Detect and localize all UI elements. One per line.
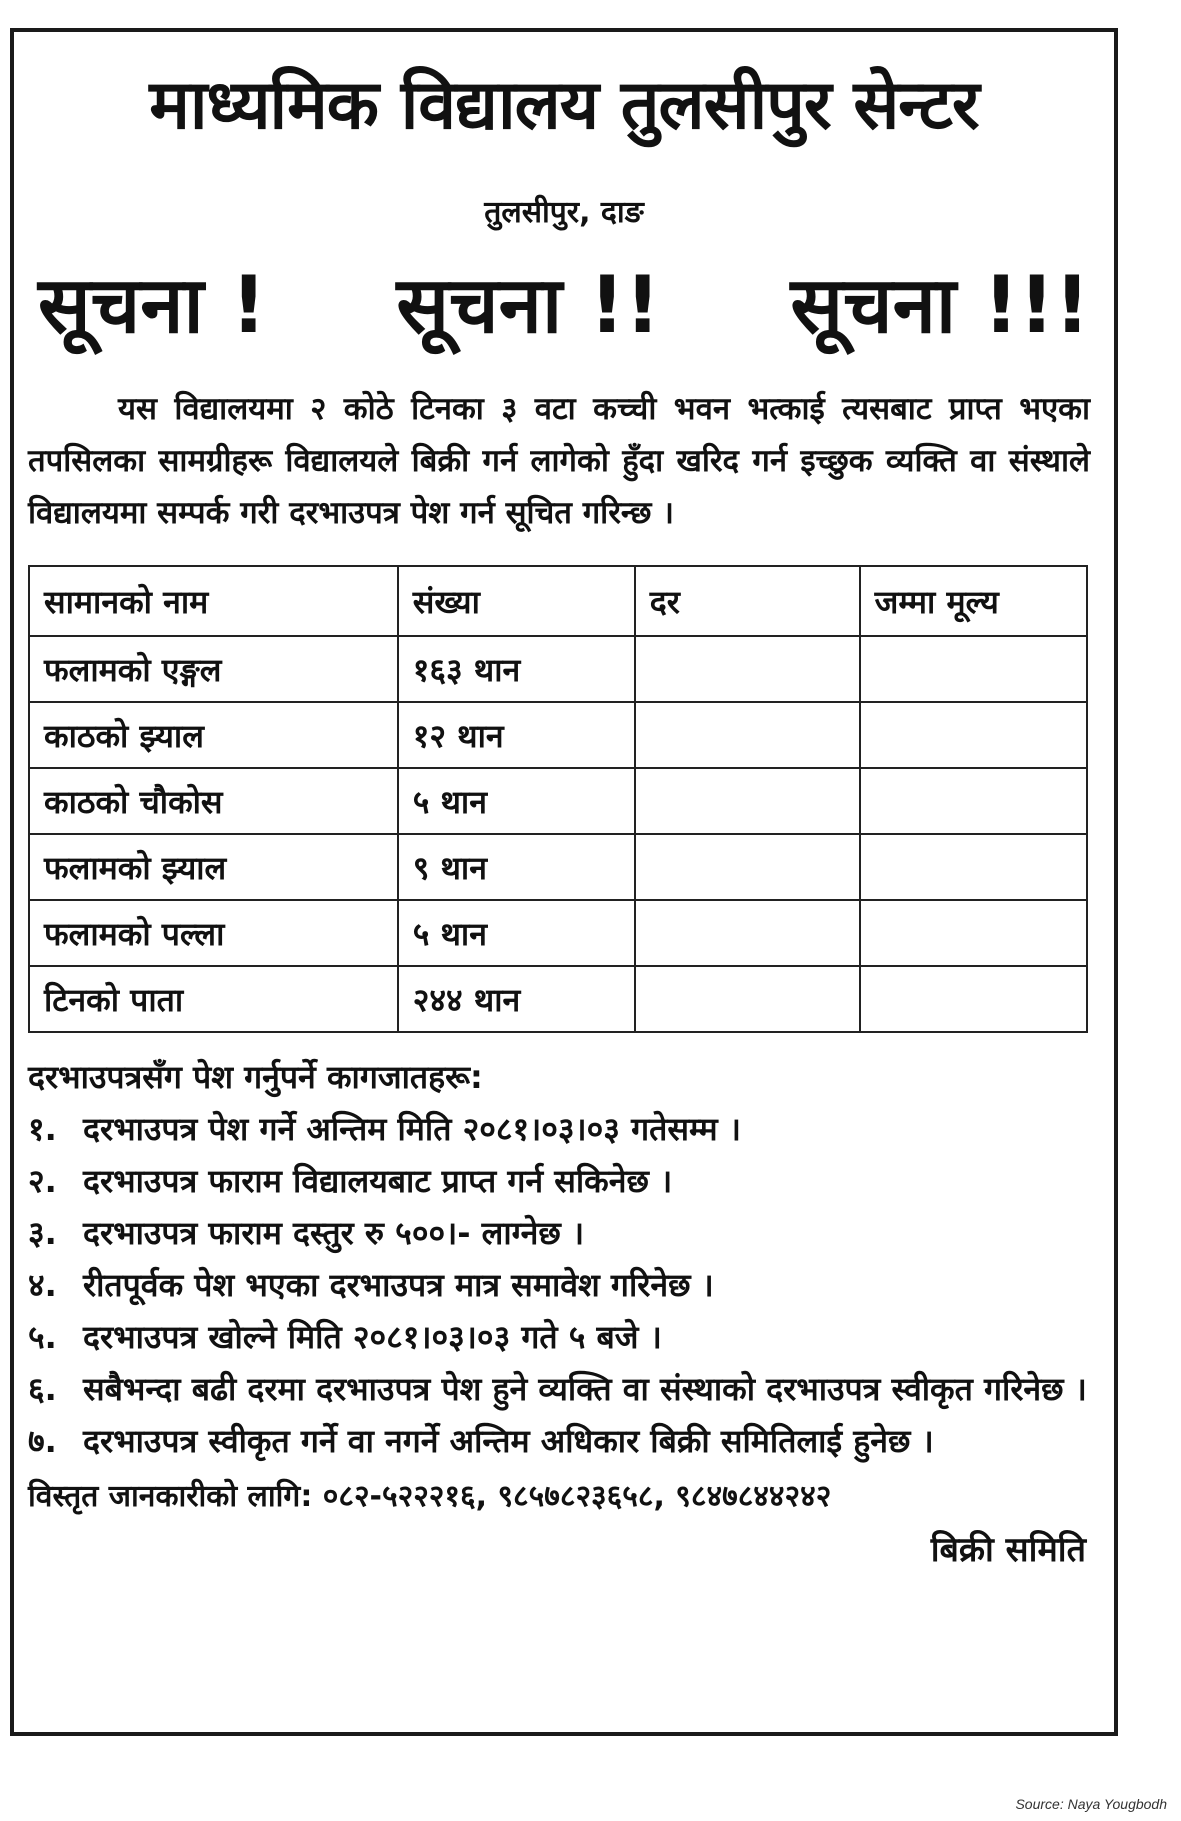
list-item [28,1363,1100,1415]
list-item-number: ४. [28,1266,57,1304]
contact-info: विस्तृत जानकारीको लागि: ०८२-५२२२१६, ९८५७८२३६५८, ९८४७८४४२४२ [28,1479,832,1514]
item-name: फलामको पल्ला [29,900,398,966]
list-item-number: ३. [28,1214,57,1252]
list-item-number: ६. [28,1370,57,1408]
item-quantity: १६३ थान [398,636,635,702]
item-quantity: २४४ थान [398,966,635,1032]
list-item-text: दरभाउपत्र फाराम विद्यालयबाट प्राप्त गर्न सकिनेछ । [83,1162,673,1200]
table-header-row [29,566,1087,636]
list-item-text: रीतपूर्वक पेश भएका दरभाउपत्र मात्र समावेश गरिनेछ । [83,1266,714,1304]
item-quantity: ५ थान [398,768,635,834]
item-rate [635,834,860,900]
notice-heading-row [38,261,1090,351]
list-item [28,1103,1100,1155]
item-rate [635,900,860,966]
notice-heading-1: सूचना ! [38,261,267,351]
header-rate: दर [635,566,860,636]
school-title: माध्यमिक विद्यालय तुलसीपुर सेन्टर [149,66,979,145]
list-item-text: सबैभन्दा बढी दरमा दरभाउपत्र पेश हुने व्यक्ति वा संस्थाको दरभाउपत्र स्वीकृत गरिनेछ । [83,1370,1087,1408]
list-item [28,1311,1100,1363]
list-item-text: दरभाउपत्र खोल्ने मिति २०८१।०३।०३ गते ५ बजे । [83,1318,662,1356]
requirements-heading: दरभाउपत्रसँग पेश गर्नुपर्ने कागजातहरू: [28,1058,483,1096]
table-row [29,834,1087,900]
signature-committee: बिक्री समिति [930,1530,1086,1570]
header-total-price: जम्मा मूल्य [860,566,1087,636]
school-address: तुलसीपुर, दाङ [484,195,644,230]
list-item [28,1415,1100,1467]
notice-frame [10,28,1118,1736]
item-quantity: ९ थान [398,834,635,900]
requirements-list [28,1103,1100,1467]
list-item [28,1155,1100,1207]
item-name: फलामको एङ्गल [29,636,398,702]
list-item-text: दरभाउपत्र फाराम दस्तुर रु ५००।- लाग्नेछ । [83,1214,585,1252]
items-table [28,565,1088,1033]
item-quantity: ५ थान [398,900,635,966]
item-name: काठको झ्याल [29,702,398,768]
notice-intro: यस विद्यालयमा २ कोठे टिनका ३ वटा कच्ची भवन भत्काई त्यसबाट प्राप्त भएका तपसिलका सामग्रीहरू विद्यालयले बिक्री गर्न लागेको हुँदा खरिद गर्न इच्छुक व्यक्ति वा संस्थाले विद्यालयमा सम्पर्क गरी दरभाउपत्र पेश गर्न सूचित गरिन्छ । [28,391,1090,531]
item-name: टिनको पाता [29,966,398,1032]
list-item-number: ७. [28,1422,57,1460]
header-item-name: सामानको नाम [29,566,398,636]
notice-heading-2: सूचना !! [396,261,661,351]
list-item-text: दरभाउपत्र पेश गर्ने अन्तिम मिति २०८१।०३।०३ गतेसम्म । [83,1110,741,1148]
item-rate [635,966,860,1032]
header-quantity: संख्या [398,566,635,636]
list-item-text: दरभाउपत्र स्वीकृत गर्ने वा नगर्ने अन्तिम अधिकार बिक्री समितिलाई हुनेछ । [83,1422,934,1460]
list-item [28,1207,1100,1259]
item-total [860,834,1087,900]
table-row [29,636,1087,702]
list-item-number: १. [28,1110,57,1148]
item-name: फलामको झ्याल [29,834,398,900]
item-total [860,966,1087,1032]
item-total [860,702,1087,768]
table-row [29,900,1087,966]
item-total [860,636,1087,702]
notice-heading-3: सूचना !!! [790,261,1090,351]
item-rate [635,702,860,768]
item-name: काठको चौकोस [29,768,398,834]
item-total [860,768,1087,834]
table-row [29,702,1087,768]
item-rate [635,768,860,834]
list-item-number: २. [28,1162,57,1200]
table-row [29,768,1087,834]
item-quantity: १२ थान [398,702,635,768]
table-row [29,966,1087,1032]
list-item [28,1259,1100,1311]
list-item-number: ५. [28,1318,57,1356]
source-credit: Source: Naya Yougbodh [1015,1796,1167,1812]
item-total [860,900,1087,966]
item-rate [635,636,860,702]
